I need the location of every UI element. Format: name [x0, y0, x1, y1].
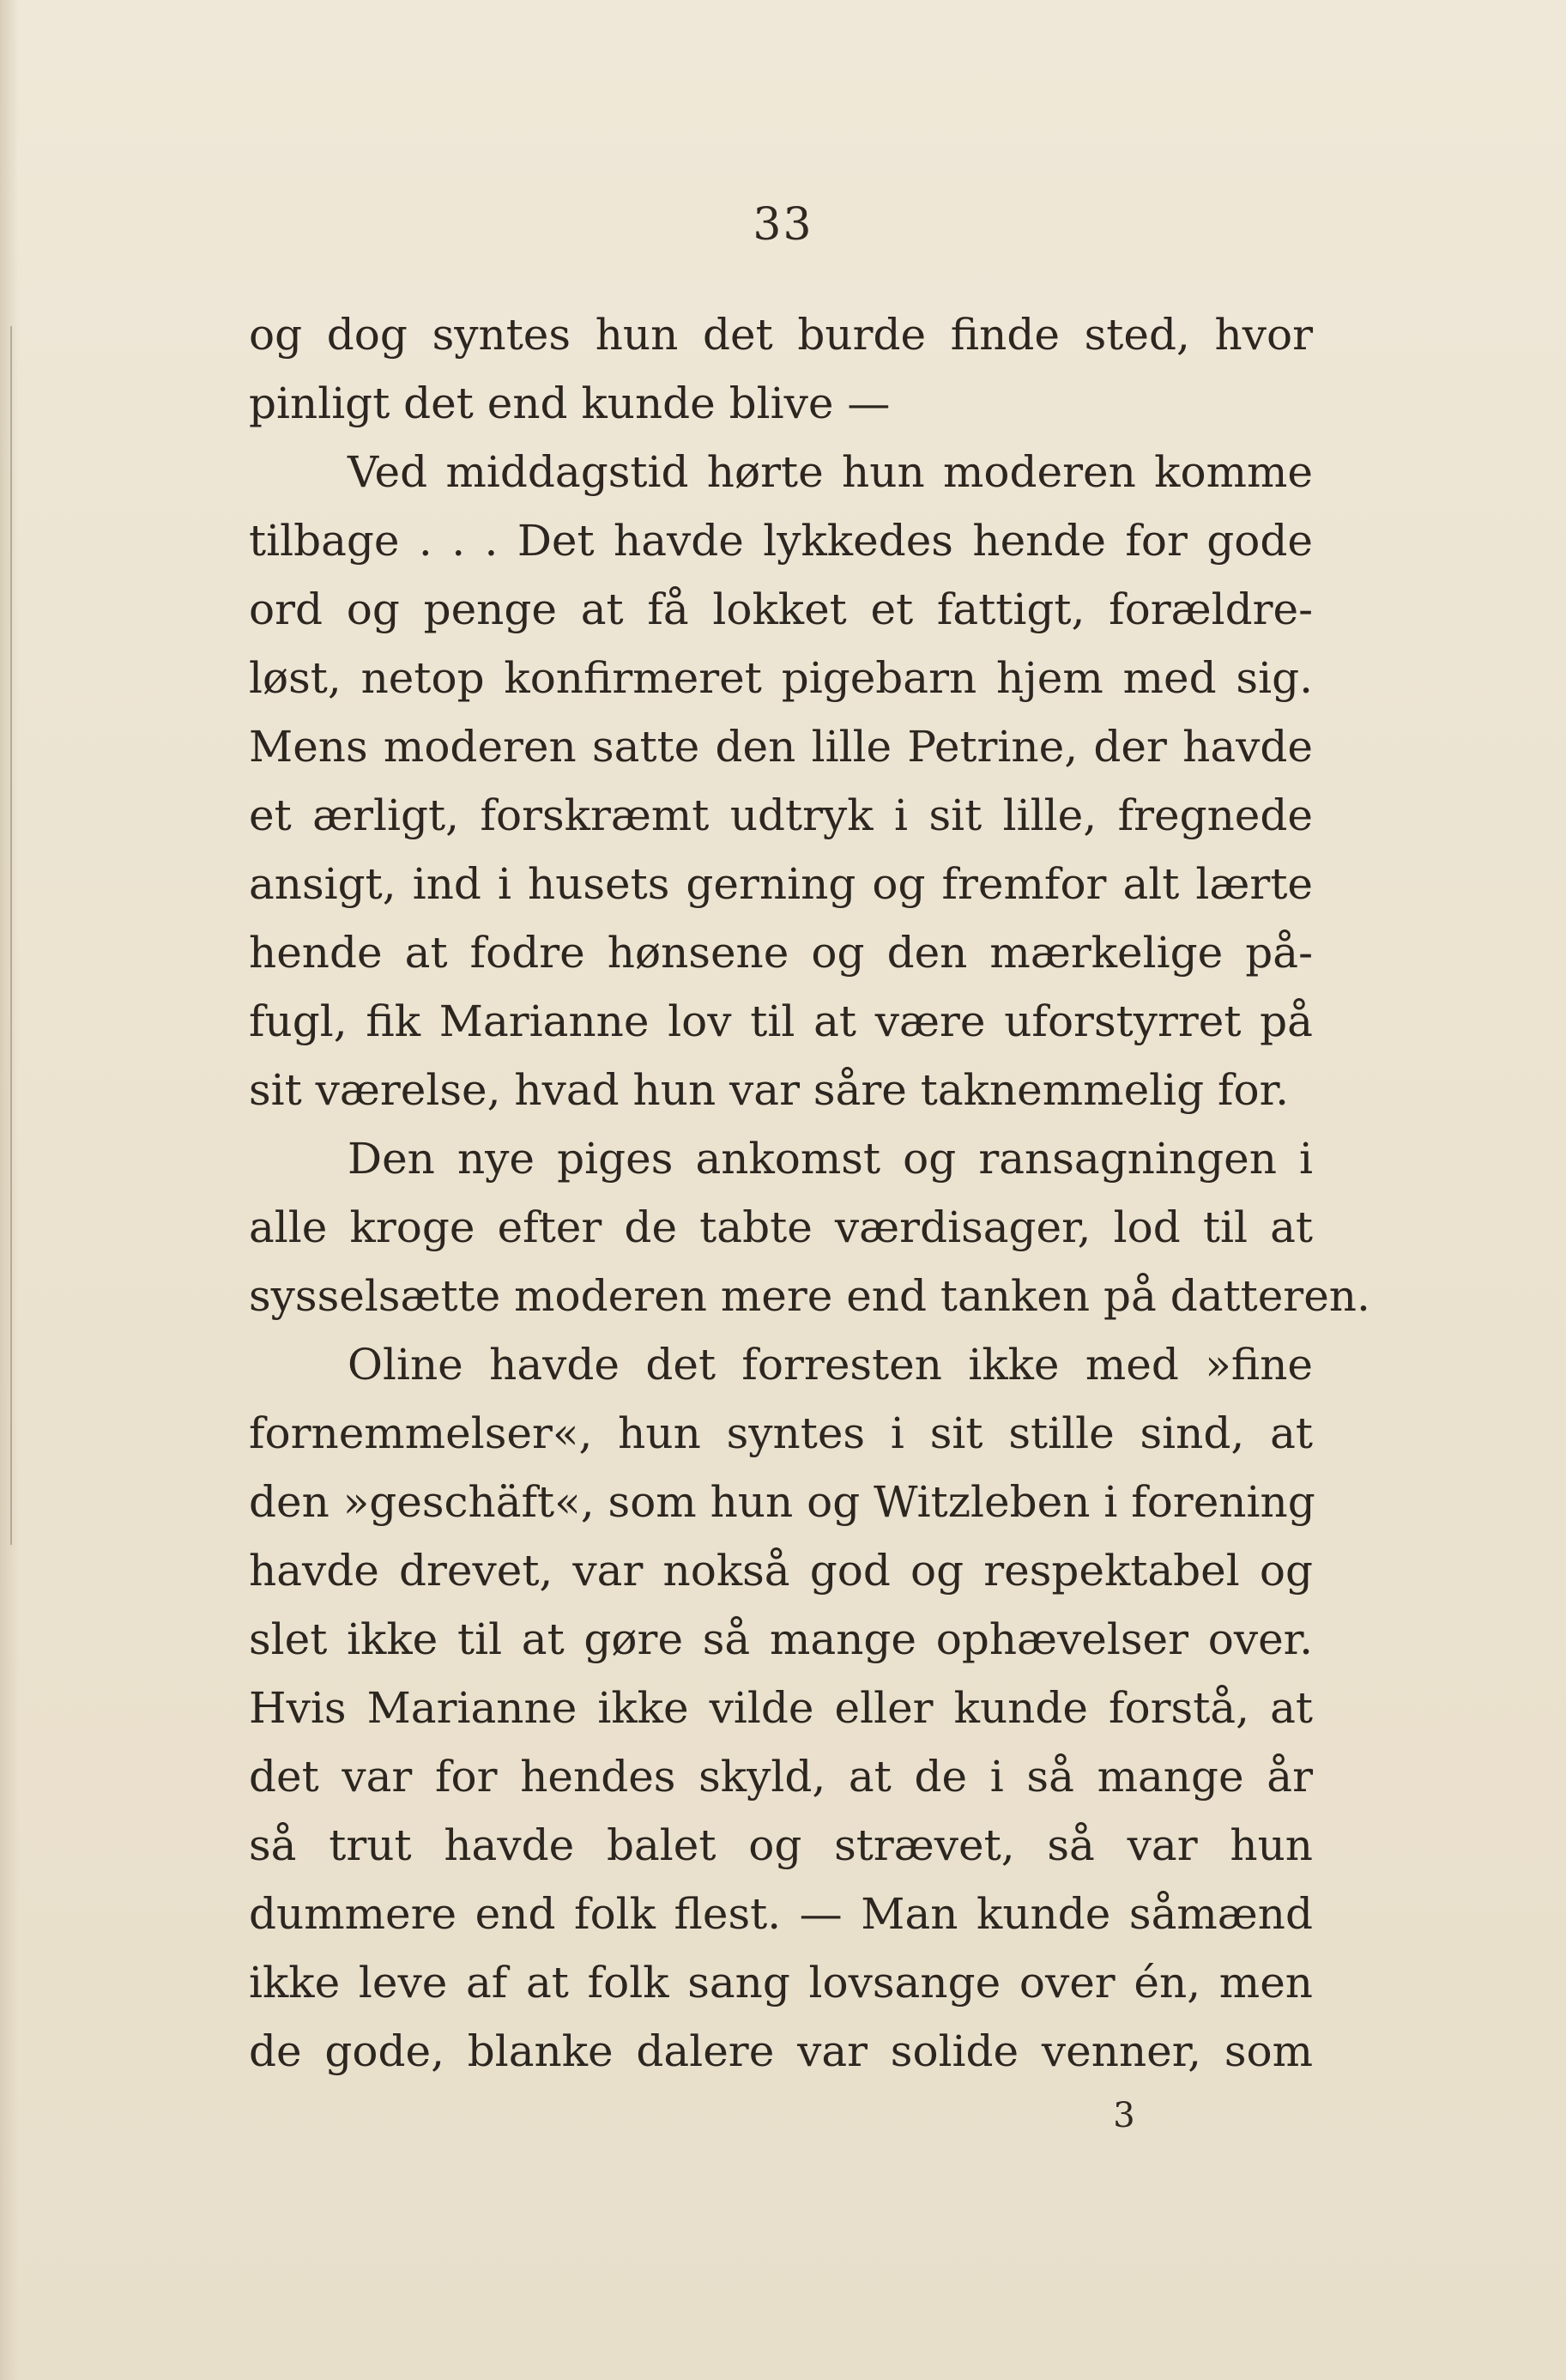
- text-line: Oline havde det forresten ikke med »fine: [348, 1340, 1313, 1390]
- text-line: sit værelse, hvad hun var såre taknemmelig for.: [249, 1065, 1289, 1115]
- text-line: et ærligt, forskræmt udtryk i sit lille, fregnede: [249, 790, 1313, 840]
- text-line: de gode, blanke dalere var solide venner, som: [249, 2026, 1313, 2076]
- signature-mark: 3: [1113, 2096, 1135, 2135]
- text-line: tilbage . . . Det havde lykkedes hende for gode: [249, 516, 1313, 566]
- text-line: slet ikke til at gøre så mange ophævelser over.: [249, 1614, 1313, 1664]
- text-line: så trut havde balet og strævet, så var hun: [249, 1820, 1313, 1870]
- text-line: og dog syntes hun det burde finde sted, hvor: [249, 310, 1313, 360]
- text-line: ord og penge at få lokket et fattigt, forældre-: [249, 584, 1313, 634]
- text-line: Hvis Marianne ikke vilde eller kunde forstå, at: [249, 1683, 1313, 1733]
- text-line: det var for hendes skyld, at de i så mange år: [249, 1752, 1313, 1802]
- text-line: sysselsætte moderen mere end tanken på datteren.: [249, 1271, 1370, 1321]
- text-line: hende at fodre hønsene og den mærkelige på-: [249, 928, 1313, 978]
- text-line: dummere end folk flest. — Man kunde såmænd: [249, 1889, 1313, 1939]
- text-line: løst, netop konfirmeret pigebarn hjem med sig.: [249, 653, 1313, 703]
- text-line: Den nye piges ankomst og ransagningen i: [348, 1134, 1313, 1184]
- text-line: Ved middagstid hørte hun moderen komme: [348, 447, 1313, 497]
- text-line: fornemmelser«, hun syntes i sit stille sind, at: [249, 1408, 1313, 1458]
- text-line: alle kroge efter de tabte værdisager, lod til at: [249, 1202, 1313, 1252]
- page-number: 33: [753, 199, 813, 251]
- body-text: [249, 300, 1370, 2086]
- text-line: ansigt, ind i husets gerning og fremfor alt lærte: [249, 859, 1313, 909]
- text-line: Mens moderen satte den lille Petrine, der havde: [249, 722, 1313, 772]
- text-line: den »geschäft«, som hun og Witzleben i forening: [249, 1477, 1315, 1527]
- text-line: ikke leve af at folk sang lovsange over én, men: [249, 1958, 1313, 2008]
- binding-edge-line: [10, 326, 12, 1545]
- text-line: pinligt det end kunde blive —: [249, 378, 891, 428]
- text-line: havde drevet, var nokså god og respektabel og: [249, 1546, 1313, 1596]
- page-edge-shadow: [0, 0, 19, 2380]
- text-line: fugl, fik Marianne lov til at være uforstyrret på: [249, 996, 1313, 1046]
